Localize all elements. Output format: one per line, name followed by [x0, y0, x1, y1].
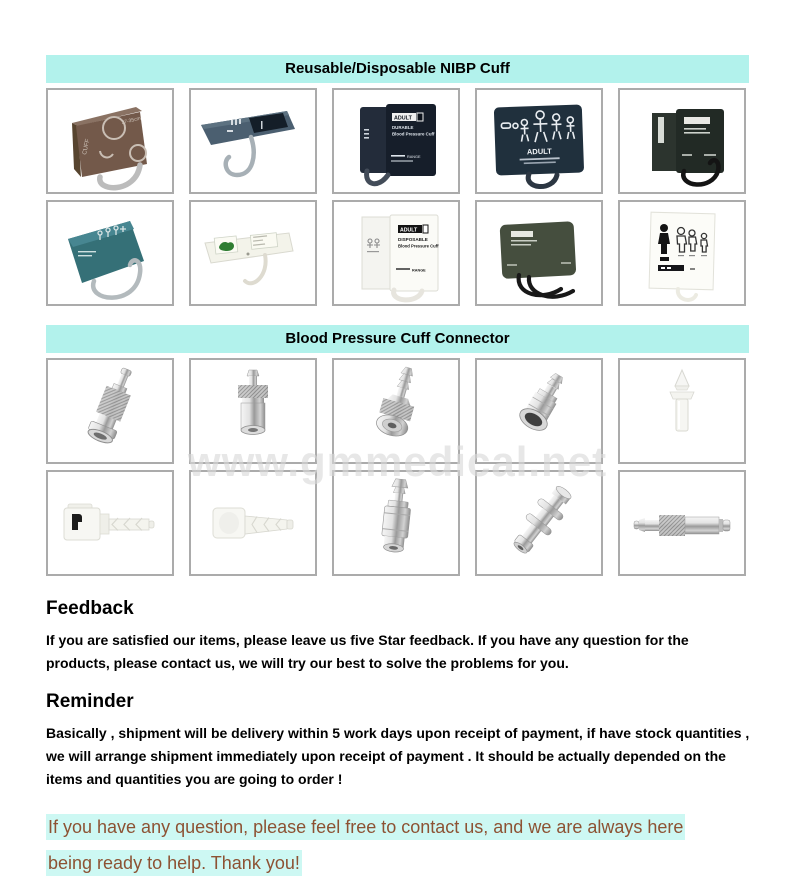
brown-folded-cuff-image [48, 90, 172, 192]
metal-connector-knurled-ring-image [191, 360, 315, 462]
white-pediatric-cuff-figures-image [620, 202, 744, 304]
white-plastic-barb-connector-image [620, 360, 744, 462]
white-plastic-barbed-adapter-image [191, 472, 315, 574]
metal-quick-connect-plug-image [334, 472, 458, 574]
metal-barbed-connector-knurled-image [334, 360, 458, 462]
product-cell [332, 88, 460, 194]
product-cell [475, 200, 603, 306]
dark-green-durable-cuff-image [620, 90, 744, 192]
svg-text:27-35cm: 27-35cm [121, 115, 142, 126]
feedback-section [46, 598, 751, 675]
product-cell [46, 88, 174, 194]
product-cell [618, 358, 746, 464]
white-adult-disposable-cuff-image [334, 202, 458, 304]
reminder-body: Basically , shipment will be delivery within 5 work days upon receipt of payment, if have stock quantities , we will arrange shipment immediately upon receipt of payment . It should be actually depended on the items and quantities you are going to order ! [46, 725, 750, 787]
svg-text:Blood Pressure Cuff: Blood Pressure Cuff [392, 131, 435, 137]
product-cell [189, 358, 317, 464]
product-cell [46, 358, 174, 464]
teal-folded-cuff-image [48, 202, 172, 304]
product-cell [189, 200, 317, 306]
reminder-section [46, 691, 751, 791]
product-cell [475, 470, 603, 576]
product-cell [189, 470, 317, 576]
svg-text:CUFF: CUFF [82, 138, 92, 156]
cuff-grid [46, 88, 749, 306]
reminder-heading: Reminder [46, 691, 134, 712]
svg-text:Blood Pressure Cuff: Blood Pressure Cuff [398, 243, 439, 249]
metal-knurled-connector-angled-image [48, 360, 172, 462]
product-cell [618, 200, 746, 306]
product-cell [618, 470, 746, 576]
navy-adult-durable-cuff-image [334, 90, 458, 192]
metal-inline-connector-image [620, 472, 744, 574]
svg-text:RANGE: RANGE [407, 155, 421, 159]
white-cuff-green-lion-image [191, 202, 315, 304]
metal-flanged-plug-image [477, 472, 601, 574]
product-cell [332, 358, 460, 464]
connector-grid [46, 358, 749, 576]
product-cell [618, 88, 746, 194]
watermark-text: www.gmmedical.net [187, 438, 608, 485]
svg-text:RANGE: RANGE [412, 268, 426, 273]
closing-line-1: If you have any question, please feel free to contact us, and we are always here [46, 817, 751, 838]
svg-text:DISPOSABLE: DISPOSABLE [398, 237, 428, 242]
metal-barbed-connector-wide-base-image [477, 360, 601, 462]
product-cell [46, 200, 174, 306]
product-cell [475, 88, 603, 194]
svg-text:ADULT: ADULT [400, 227, 418, 234]
product-cell [332, 470, 460, 576]
white-plastic-clip-connector-image [48, 472, 172, 574]
feedback-body: If you are satisfied our items, please leave us five Star feedback. If you have any question for the products, please contact us, we will try our best to solve the problems for you. [46, 632, 689, 671]
navy-adult-family-cuff-image [477, 90, 601, 192]
closing-message [46, 817, 751, 874]
product-cell [189, 88, 317, 194]
section-banner-connector: Blood Pressure Cuff Connector [46, 325, 749, 353]
dark-flat-cuff-image [191, 90, 315, 192]
olive-two-tube-cuff-image [477, 202, 601, 304]
product-cell [475, 358, 603, 464]
section-banner-cuff: Reusable/Disposable NIBP Cuff [46, 55, 749, 83]
product-cell [332, 200, 460, 306]
closing-line-2: being ready to help. Thank you! [46, 853, 751, 874]
svg-text:ADULT: ADULT [526, 146, 552, 157]
feedback-heading: Feedback [46, 598, 134, 619]
svg-text:ADULT: ADULT [394, 115, 412, 122]
product-cell [46, 470, 174, 576]
svg-text:DURABLE: DURABLE [392, 125, 414, 130]
